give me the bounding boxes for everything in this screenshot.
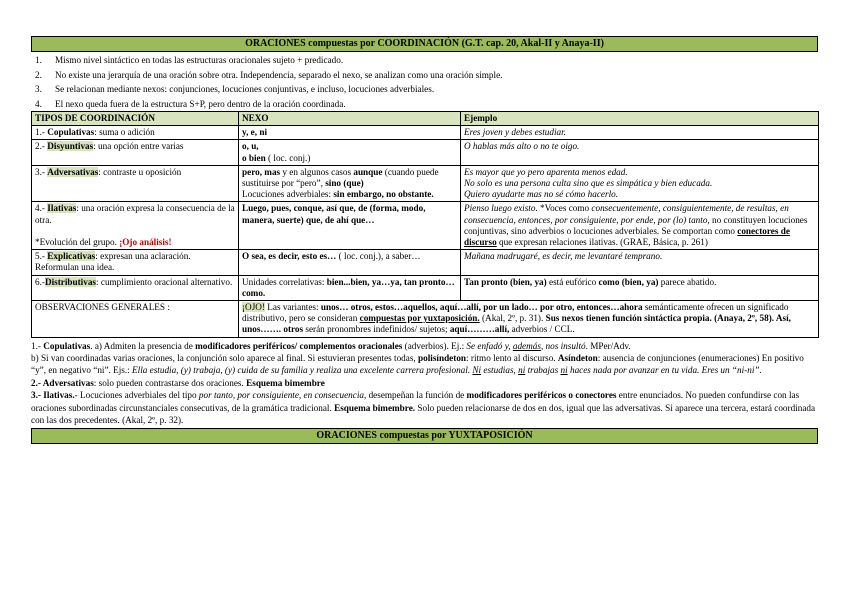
table-row: 6.-Distributivas: cumplimiento oracional alternativo. Unidades correlativas: bien...bien, ya…ya, tan pronto…como. Tan pronto (bien, ya) está eufórico como (bien, ya) parece abatido. bbox=[32, 275, 819, 300]
list-item: 3. Se relacionan mediante nexos: conjunciones, locuciones conjuntivas, e incluso, locuciones adverbiales. bbox=[35, 84, 435, 94]
type-label: Ilativas bbox=[47, 203, 77, 214]
warning-label: ¡Ojo análisis! bbox=[119, 237, 172, 248]
notes-section bbox=[31, 340, 818, 427]
note-polisindeton: b) Si van coordinadas varias oraciones, la conjunción solo aparece al final. Si estuvieran presentes todas, polisíndeton: ritmo lento al discurso. Asíndeton: ausencia de conjunciones (enumeraciones) En positivo “y”, en negativo “ni”. Ejs.: Ella estudia, (y) trabaja, (y) cuida de su familia y realiza una excelente carrera profesional. Ni estudias, ni trabajas ni haces nada por avanzar en tu vida. Eres un “ni-ni”. bbox=[31, 353, 804, 376]
list-item: 4. El nexo queda fuera de la estructura S+P, pero dentro de la oración coordinada. bbox=[35, 98, 346, 109]
document-page bbox=[31, 36, 818, 444]
warning-label: ¡OJO! bbox=[242, 302, 265, 313]
section-title-coordinacion: ORACIONES compuestas por COORDINACIÓN (G.T. cap. 20, Akal-II y Anaya-II) bbox=[31, 36, 818, 52]
table-row: 1.- Copulativas: suma o adición y, e, ni Eres joven y debes estudiar. bbox=[32, 126, 819, 140]
table-row-observaciones: OBSERVACIONES GENERALES : ¡OJO! Las variantes: unos… otros, estos…aquellos, aquí…allí, por un lado… por otro, entonces…ahora semánticamente ofrecen un significado distributivo, pero se consideran compuestas por yuxtaposición. (Akal, 2º, p. 31). Sus nexos tienen función sintáctica propia. (Anaya, 2º, 58). Así, unos……. otros serán pronombres indefinidos/ sujetos; aquí………allí, adverbios / CCL. bbox=[32, 301, 819, 338]
table-row: 2.- Disyuntivas: una opción entre varias o, u, o bien ( loc. conj.) O hablas más alto o no te oigo. bbox=[32, 140, 819, 165]
type-label: Copulativas bbox=[47, 127, 95, 138]
coordination-table bbox=[31, 111, 819, 338]
table-header-row bbox=[32, 112, 819, 126]
note-copulativas: 1.- Copulativas. a) Admiten la presencia de modificadores periféricos/ complementos oracionales (adverbios). Ej.: Se enfadó y, además, nos insultó. MPer/Adv. bbox=[31, 340, 631, 351]
note-adversativas: 2.- Adversativas: solo pueden contrastarse dos oraciones. Esquema bimembre bbox=[31, 377, 325, 388]
note-ilativas: 3.- Ilativas.- Locuciones adverbiales del tipo por tanto, por consiguiente, en consecuencia, desempeñan la función de modificadores periféricos o conectores entre enunciados. No pueden confundirse con las oraciones subordinadas circunstanciales consecutivas, de la gramática tradicional. Esquema bimembre. Solo pueden relacionarse de dos en dos, igual que las adversativas. Si aparece una tercera, estará coordinada con las dos precedentes. (Akal, 2º, p. 32). bbox=[31, 390, 816, 426]
table-row: 4.- Ilativas: una oración expresa la consecuencia de la otra. *Evolución del grupo. ¡Ojo análisis! Luego, pues, conque, así que, de (forma, modo, manera, suerte) que, de ahí que… Pienso luego existo. *Voces como consecuentemente, consiguientemente, de resultas, en consecuencia, entonces, por consiguiente, por ende, por (lo) tanto, no constituyen locuciones conjuntivas, sino adverbios o locuciones adverbiales. Se comportan como conectores de discurso que expresan relaciones ilativas. (GRAE, Básica, p. 261) bbox=[32, 202, 819, 250]
type-label: Disyuntivas bbox=[47, 141, 94, 152]
header-nexo: NEXO bbox=[239, 112, 461, 126]
type-label: Distributivas bbox=[44, 276, 97, 287]
intro-list bbox=[31, 53, 818, 111]
list-item: 2. No existe una jerarquía de una oración sobre otra. Independencia, separado el nexo, se analizan como una oración simple. bbox=[35, 69, 503, 80]
type-label: Adversativas bbox=[47, 166, 99, 177]
type-label: Explicativas bbox=[47, 251, 96, 262]
table-row: 3.- Adversativas: contraste u oposición pero, mas y en algunos casos aunque (cuando puede sustituirse por “pero”, sino (que) Locuciones adverbiales: sin embargo, no obstante. Es mayor que yo pero aparenta menos edad. No solo es una persona culta sino que es simpática y bien educada. Quiero ayudarte mas no sé cómo hacerlo. bbox=[32, 165, 819, 202]
table-row: 5.- Explicativas: expresan una aclaración. Reformulan una idea. O sea, es decir, esto es… ( loc. conj.), a saber… Mañana madrugaré, es decir, me levantaré temprano. bbox=[32, 250, 819, 275]
header-ejemplo: Ejemplo bbox=[461, 112, 819, 126]
list-item: 1. Mismo nivel sintáctico en todas las estructuras oracionales sujeto + predicado. bbox=[35, 55, 344, 65]
section-title-yuxtaposicion: ORACIONES compuestas por YUXTAPOSICIÓN bbox=[31, 428, 818, 444]
header-tipos: TIPOS DE COORDINACIÓN bbox=[32, 112, 239, 126]
